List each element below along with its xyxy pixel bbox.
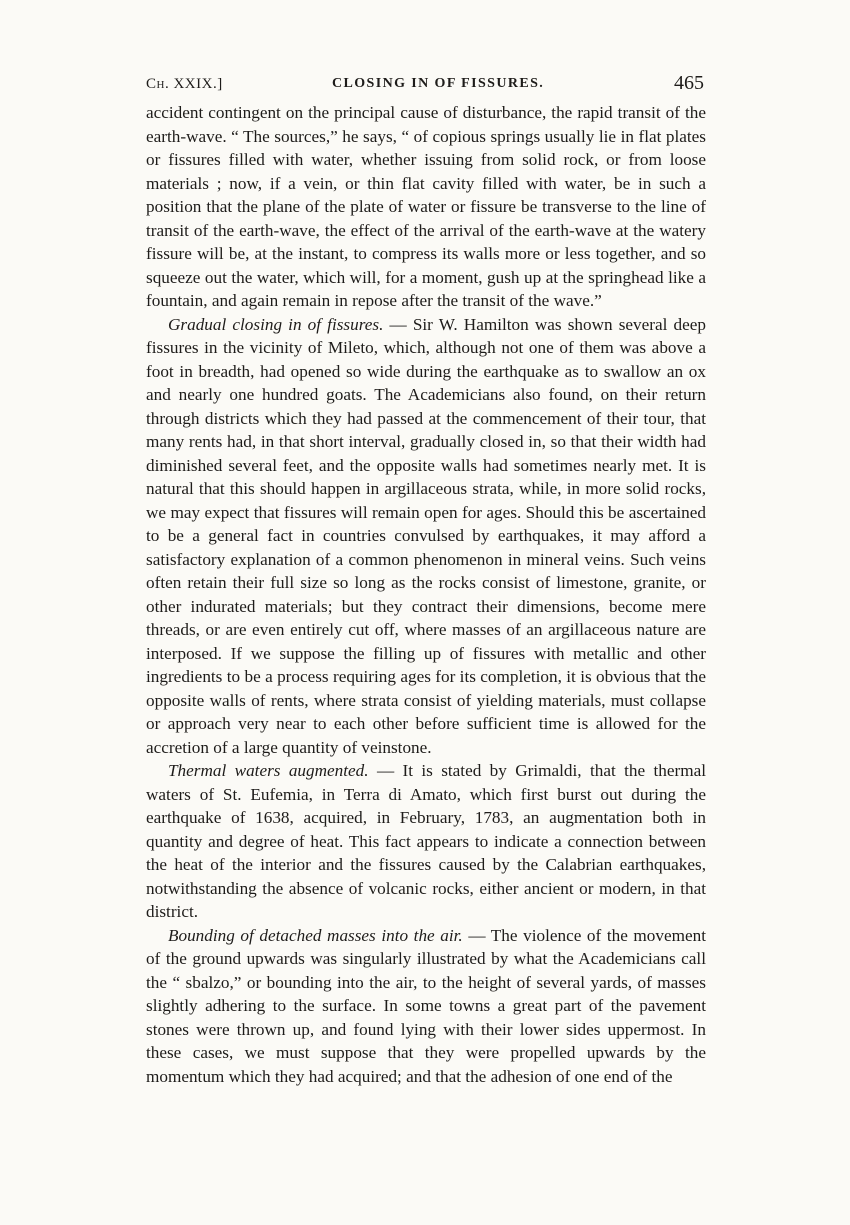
section-heading: Gradual closing in of fissures.: [168, 314, 384, 334]
page-number: 465: [674, 72, 704, 94]
paragraph-bounding-masses: [146, 924, 706, 1089]
paragraph-text: accident contingent on the principal cause of disturbance, the rapid transit of the earth-wave. “ The sources,” he says, “ of copious springs usually lie in flat plates or fissures filled with water, whether issuing from solid rock, or from loose materials ; now, if a vein, or thin flat cavity filled with water, be in such a position that the plane of the plate of water or fissure be transverse to the line of transit of the earth-wave, the effect of the arrival of the earth-wave at the watery fissure will be, at the instant, to compress its walls more or less together, and so squeeze out the water, which will, for a moment, gush up at the springhead like a fountain, and again remain in repose after the transit of the wave.”: [146, 103, 706, 310]
section-heading: Bounding of detached masses into the air.: [168, 925, 463, 945]
body-text: [146, 101, 706, 1088]
chapter-reference: Ch. XXIX.]: [146, 76, 223, 92]
paragraph-text: — It is stated by Grimaldi, that the thermal waters of St. Eufemia, in Terra di Amato, which first burst out during the earthquake of 1638, acquired, in February, 1783, an augmentation both in quantity and degree of heat. This fact appears to indicate a connection between the heat of the interior and the fissures caused by the Calabrian earthquakes, notwithstanding the absence of volcanic rocks, either ancient or modern, in that district.: [146, 761, 706, 921]
running-title: CLOSING IN OF FISSURES.: [332, 76, 545, 91]
paragraph-closing-fissures: [146, 313, 706, 760]
section-heading: Thermal waters augmented.: [168, 761, 369, 780]
paragraph-text: — Sir W. Hamilton was shown several deep fissures in the vicinity of Mileto, which, although not one of them was above a foot in breadth, had opened so wide during the earthquake as to swallow an ox and nearly one hundred goats. The Academicians also found, on their return through districts which they had passed at the commencement of their tour, that many rents had, in that short interval, gradually closed in, so that their width had diminished several feet, and the opposite walls had sometimes nearly met. It is natural that this should happen in argillaceous strata, while, in more solid rocks, we may expect that fissures will remain open for ages. Should this be ascertained to be a general fact in countries convulsed by earthquakes, it may afford a satisfactory explanation of a common phenomenon in mineral veins. Such veins often retain their full size so long as the rocks consist of limestone, granite, or other indurated materials; but they contract their dimensions, become mere threads, or are even entirely cut off, where masses of an argillaceous nature are interposed. If we suppose the filling up of fissures with metallic and other ingredients to be a process requiring ages for its completion, it is obvious that the opposite walls of rents, where strata consist of yielding materials, must collapse or approach very near to each other before sufficient time is allowed for the accretion of a large quantity of veinstone.: [146, 314, 706, 757]
paragraph-continuation: [146, 101, 706, 313]
running-header: [146, 72, 706, 100]
paragraph-thermal-waters: [146, 759, 706, 924]
paragraph-text: — The violence of the movement of the ground upwards was singularly illustrated by what the Academicians call the “ sbalzo,” or bounding into the air, to the height of several yards, of masses slightly adhering to the surface. In some towns a great part of the pavement stones were thrown up, and found lying with their lower sides uppermost. In these cases, we must suppose that they were propelled upwards by the momentum which they had acquired; and that the adhesion of one end of the: [146, 925, 706, 1086]
